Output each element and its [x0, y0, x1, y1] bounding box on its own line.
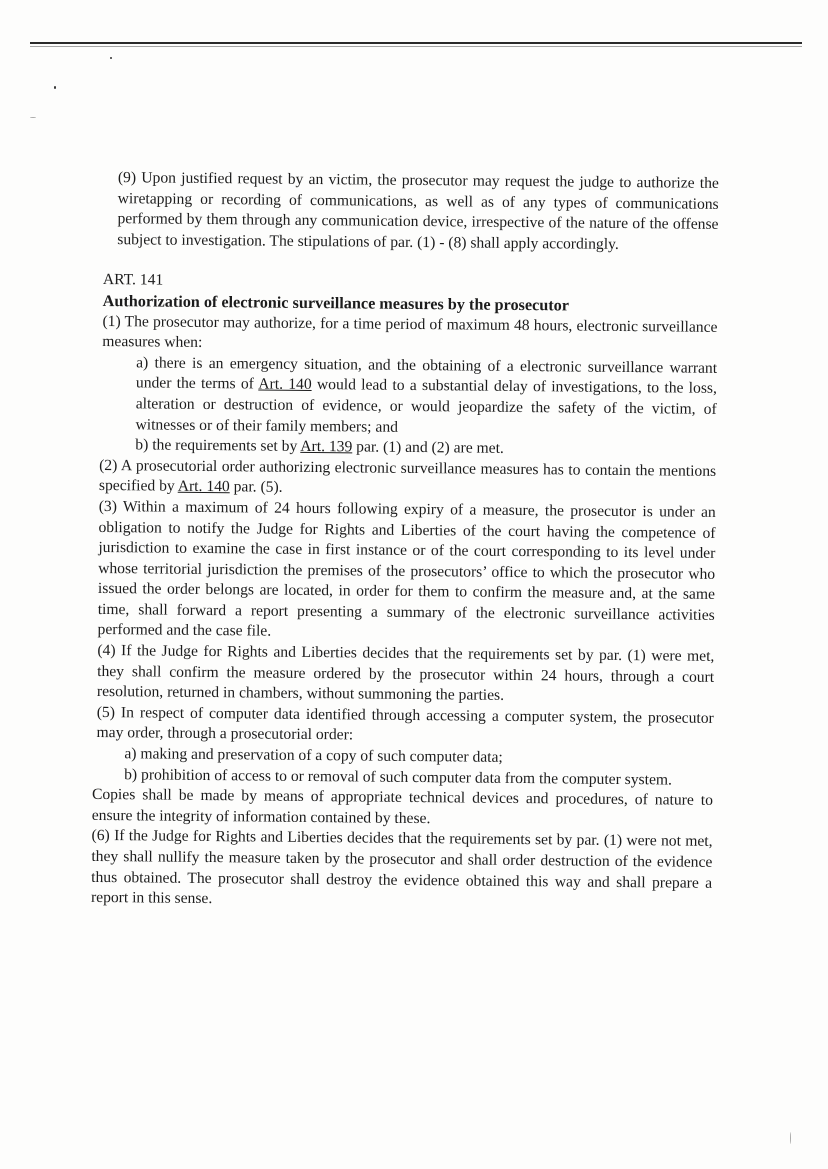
- paragraph-2-text-end: par. (5).: [229, 478, 283, 497]
- paragraph-9: (9) Upon justified request by an victim, the prosecutor may request the judge to authorize the wiretapping or recording of communications, as well as of any types of communications performed by them through any communication device, irrespective of the nature of the offense subject to investigation. The stipulations of par. (1) - (8) shall apply accordingly.: [117, 169, 719, 253]
- document-body: [90, 168, 719, 915]
- scan-speck: [110, 57, 112, 59]
- top-rule-shadow: [30, 46, 802, 47]
- scan-speck: [30, 117, 36, 118]
- paragraph-1-a: [101, 353, 717, 441]
- paragraph-5-b: b) prohibition of access to or removal of such computer data from the computer system.: [124, 765, 673, 789]
- paragraph-1-intro: (1) The prosecutor may authorize, for a time period of maximum 48 hours, electronic surveillance measures when:: [102, 312, 718, 352]
- art-140-link[interactable]: Art. 140: [177, 478, 230, 496]
- paragraph-3: (3) Within a maximum of 24 hours following expiry of a measure, the prosecutor is under an obligation to notify the Judge for Rights and Liberties of the court having the competence of jurisdiction to examine the case in first instance or of the court corresponding to its level under whose territorial jurisdiction the premises of the prosecutors’ office to which the prosecutor who issued the order belongs are located, in order for them to confirm the measure and, at the same time, shall forward a report presenting a summary of the electronic surveillance activities performed and the case file.: [97, 497, 716, 641]
- article-number: ART. 141: [102, 271, 164, 289]
- paragraph-2: [99, 456, 716, 503]
- art-140-link[interactable]: Art. 140: [258, 375, 312, 394]
- paragraph-1-b-text: b) the requirements set by: [135, 436, 301, 456]
- paragraph-1-a-text: a) there is an emergency situation, and the obtaining of a electronic surveillance warrant under the terms of: [135, 354, 718, 393]
- art-139-link[interactable]: Art. 139: [300, 438, 353, 456]
- paragraph-1-a-text-end: would lead to a substantial delay of investigations, to the loss, alteration or destruction of evidence, or would jeopardize the safety of the victim, of witnesses or of their family members; and: [135, 376, 717, 436]
- scan-speck: [54, 86, 56, 89]
- paragraph-4: (4) If the Judge for Rights and Liberties decides that the requirements set by par. (1) were met, they shall confirm the measure ordered by the prosecutor within 24 hours, through a court resolution, returned in chambers, without summoning the parties.: [96, 642, 715, 705]
- paragraph-2-text: (2) A prosecutorial order authorizing electronic surveillance measures has to contain the mentions specified by: [98, 456, 717, 496]
- paragraph-5-intro: (5) In respect of computer data identified through accessing a computer system, the prosecutor may order, through a prosecutorial order:: [96, 703, 714, 744]
- scan-speck: [790, 1132, 791, 1144]
- paragraph-5-a: a) making and preservation of a copy of such computer data;: [124, 745, 503, 766]
- paragraph-5-copies: Copies shall be made by means of appropriate technical devices and procedures, of nature to ensure the integrity of information contained by these.: [91, 786, 714, 827]
- paragraph-1-b-text-end: par. (1) and (2) are met.: [352, 438, 504, 457]
- article-title: Authorization of electronic surveillance measures by the prosecutor: [102, 291, 570, 315]
- paragraph-6: (6) If the Judge for Rights and Liberties decides that the requirements set by par. (1) were not met, they shall nullify the measure taken by the prosecutor and shall order destruction of the evidence thus obtained. The prosecutor shall destroy the evidence obtained this way and shall prepare a report in this sense.: [90, 827, 713, 908]
- top-rule: [30, 42, 802, 44]
